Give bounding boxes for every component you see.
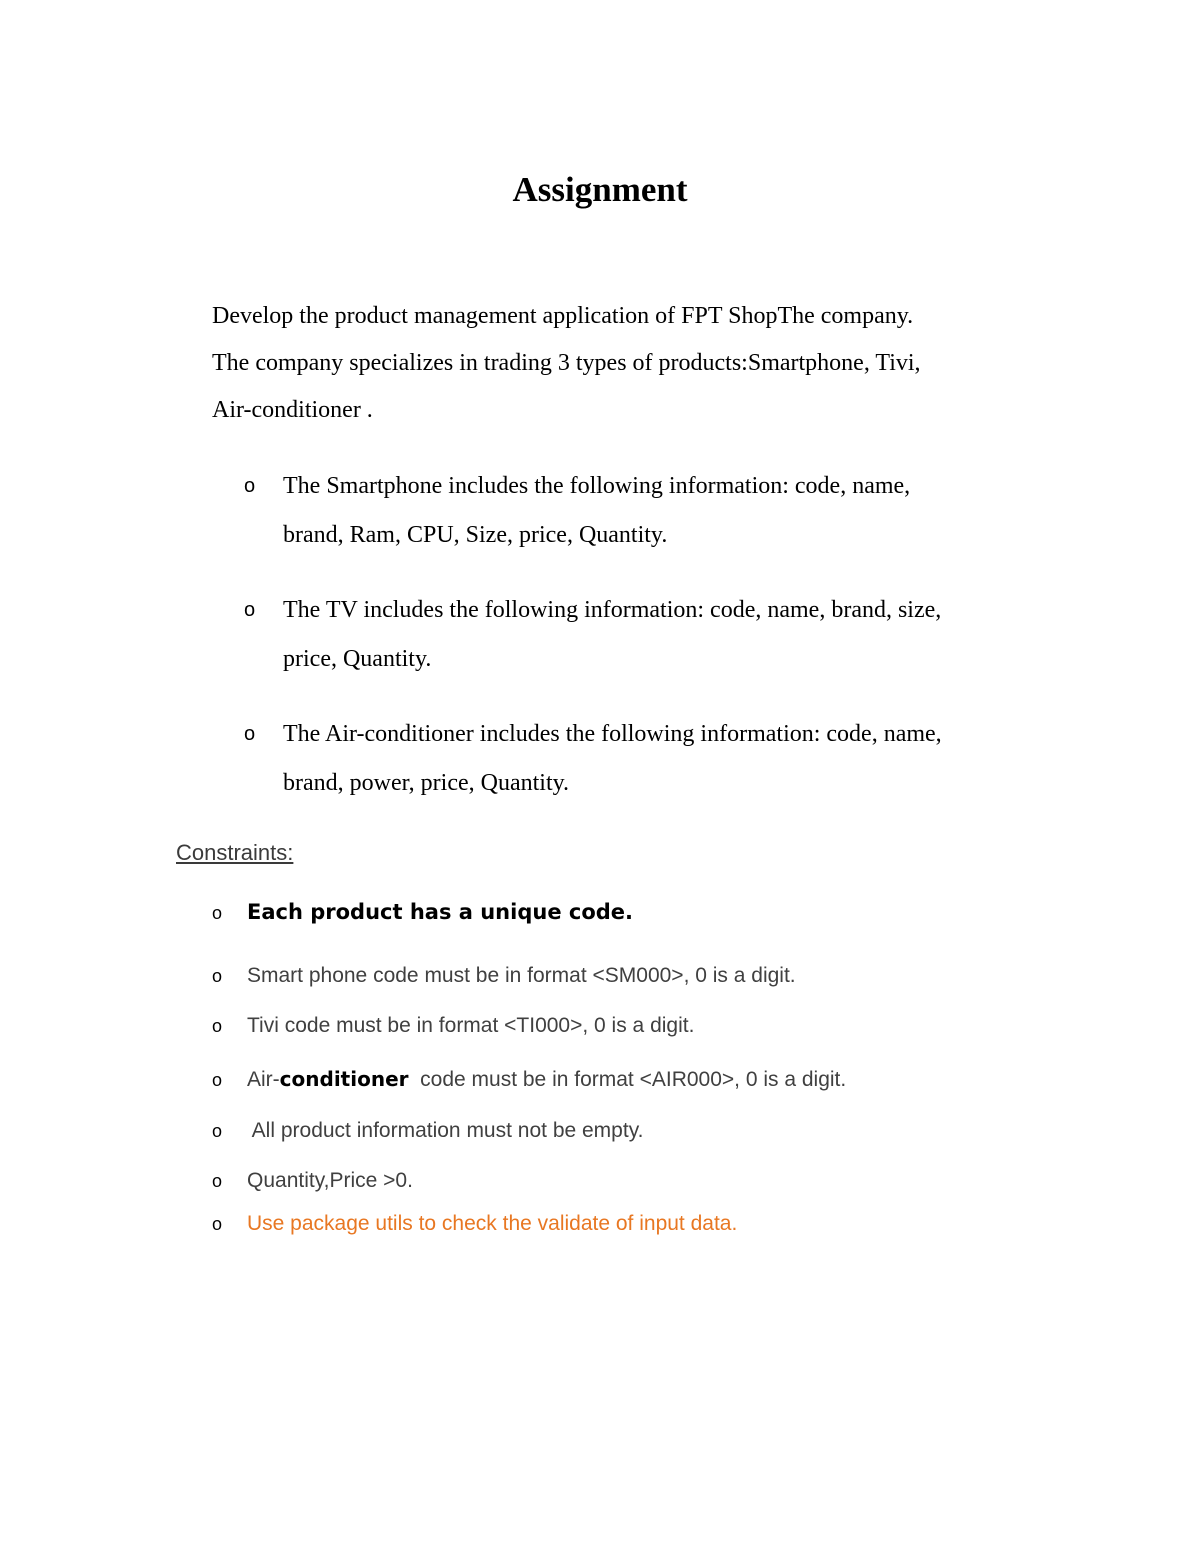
constraint-text: Smart phone code must be in format <SM000>, 0 is a digit.: [247, 964, 796, 987]
constraint-smartphone-code: [212, 961, 796, 991]
description-line: price, Quantity.: [283, 646, 432, 672]
constraint-tivi-code: [212, 1011, 694, 1041]
constraint-text: Each product has a unique code.: [247, 900, 633, 924]
constraint-text: Use package utils to check the validate of input data.: [247, 1212, 738, 1235]
air-conditioner-description: [244, 710, 1124, 808]
constraint-text: Quantity,Price >0.: [247, 1169, 413, 1192]
bullet-marker: o: [212, 1016, 223, 1036]
constraint-text: Tivi code must be in format <TI000>, 0 is a digit.: [247, 1014, 695, 1037]
constraints-heading: Constraints:: [176, 840, 294, 865]
constraint-unique-code: [212, 897, 633, 928]
constraint-text-suffix: code must be in format <AIR000>, 0 is a digit.: [408, 1068, 847, 1091]
constraint-not-empty: [212, 1116, 643, 1146]
bullet-marker: o: [212, 1121, 223, 1141]
bullet-marker: o: [212, 966, 223, 986]
intro-line: The company specializes in trading 3 types of products:Smartphone, Tivi,: [212, 350, 921, 376]
bullet-marker: o: [212, 1171, 223, 1191]
description-line: brand, Ram, CPU, Size, price, Quantity.: [283, 522, 668, 548]
bullet-marker: o: [212, 1070, 223, 1090]
intro-line: Air-conditioner .: [212, 397, 373, 423]
intro-paragraph: [212, 293, 1092, 434]
bullet-marker: o: [212, 903, 223, 923]
constraint-text-emphasis: conditioner: [279, 1067, 409, 1091]
bullet-marker: o: [212, 1214, 223, 1234]
bullet-marker: o: [244, 723, 256, 745]
constraint-utils-package: [212, 1209, 737, 1239]
bullet-marker: o: [244, 475, 256, 497]
intro-line: Develop the product management application of FPT ShopThe company.: [212, 303, 914, 329]
description-line: The TV includes the following information: code, name, brand, size,: [283, 597, 942, 623]
constraint-air-conditioner-code: [212, 1064, 846, 1095]
document-title: Assignment: [512, 170, 688, 209]
smartphone-description: [244, 462, 1124, 560]
tv-description: [244, 586, 1124, 684]
constraint-text-prefix: Air-: [247, 1068, 280, 1091]
constraint-text: All product information must not be empty.: [247, 1119, 644, 1142]
description-line: The Smartphone includes the following information: code, name,: [283, 473, 911, 499]
product-description-list: [244, 462, 1124, 834]
constraint-positive-values: [212, 1166, 413, 1196]
description-line: brand, power, price, Quantity.: [283, 770, 570, 796]
bullet-marker: o: [244, 599, 256, 621]
description-line: The Air-conditioner includes the following information: code, name,: [283, 721, 942, 747]
